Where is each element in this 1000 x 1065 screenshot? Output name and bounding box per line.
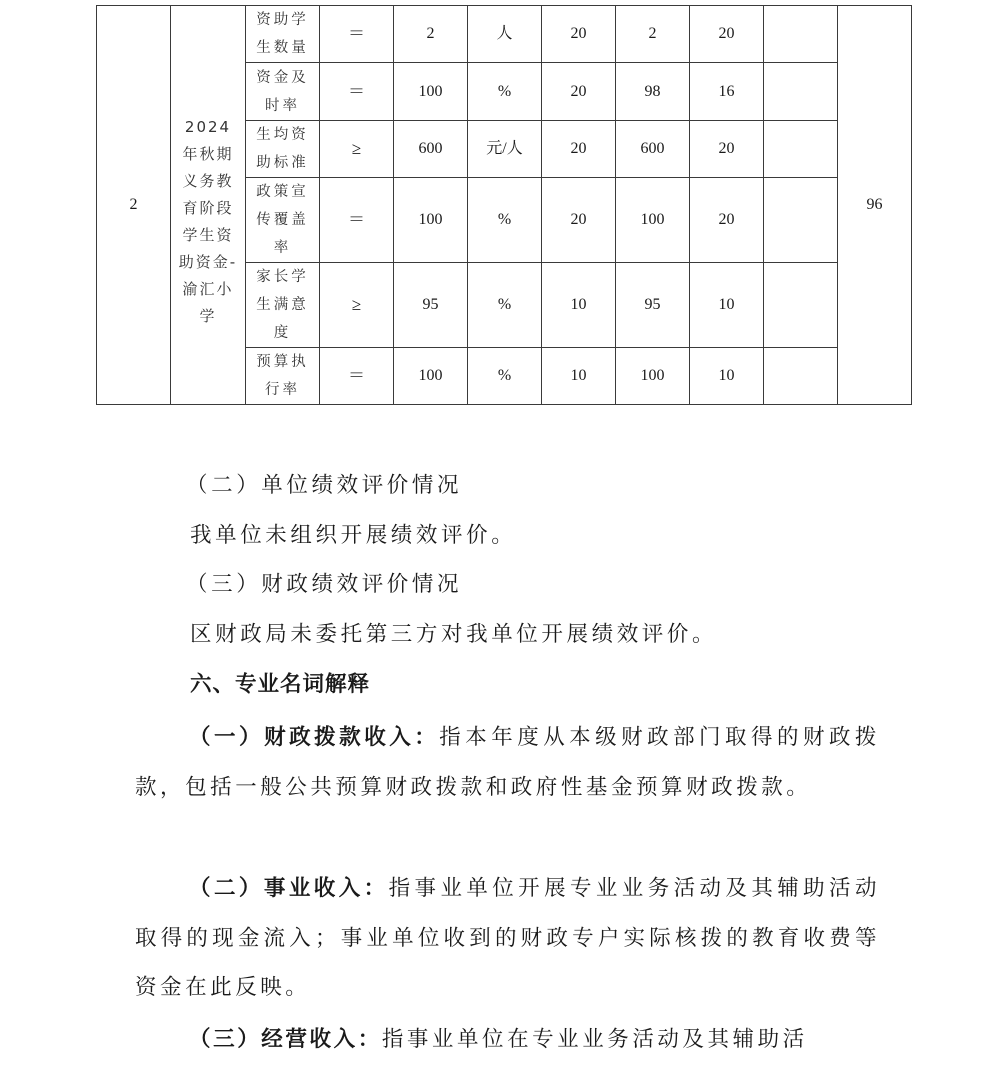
- performance-table: [96, 5, 912, 405]
- target-cell: 100: [394, 178, 468, 263]
- score-cell: 16: [690, 63, 764, 121]
- unit-cell: 人: [468, 6, 542, 63]
- row-number-cell: 2: [97, 6, 171, 405]
- glossary-item: [135, 713, 880, 812]
- glossary-term: （一）财政拨款收入：: [189, 725, 440, 750]
- score-cell: 20: [690, 178, 764, 263]
- table-row: [97, 6, 912, 63]
- operator-cell: ＝: [320, 63, 394, 121]
- glossary-heading: 六、专业名词解释: [190, 672, 371, 697]
- actual-cell: 600: [616, 121, 690, 178]
- glossary-term: （三）经营收入：: [189, 1027, 382, 1052]
- actual-cell: 95: [616, 263, 690, 348]
- glossary-item: [135, 1015, 880, 1065]
- indicator-cell: 家长学生满意度: [246, 263, 320, 348]
- target-cell: 600: [394, 121, 468, 178]
- unit-cell: %: [468, 63, 542, 121]
- score-cell: 10: [690, 348, 764, 405]
- weight-cell: 20: [542, 63, 616, 121]
- glossary-definition: 指事业单位在专业业务活动及其辅助活: [381, 1027, 808, 1052]
- operator-cell: ≥: [320, 263, 394, 348]
- unit-cell: %: [468, 178, 542, 263]
- total-score-cell: 96: [838, 6, 912, 405]
- operator-cell: ＝: [320, 348, 394, 405]
- actual-cell: 100: [616, 348, 690, 405]
- unit-cell: 元/人: [468, 121, 542, 178]
- finance-eval-text: 区财政局未委托第三方对我单位开展绩效评价。: [190, 622, 718, 647]
- actual-cell: 100: [616, 178, 690, 263]
- operator-cell: ＝: [320, 6, 394, 63]
- unit-eval-heading: （二）单位绩效评价情况: [186, 473, 463, 498]
- actual-cell: 98: [616, 63, 690, 121]
- weight-cell: 10: [542, 348, 616, 405]
- score-cell: 20: [690, 121, 764, 178]
- remark-cell: [764, 63, 838, 121]
- indicator-cell: 预算执行率: [246, 348, 320, 405]
- weight-cell: 10: [542, 263, 616, 348]
- indicator-cell: 政策宣传覆盖率: [246, 178, 320, 263]
- unit-eval-text: 我单位未组织开展绩效评价。: [190, 523, 517, 548]
- unit-cell: %: [468, 263, 542, 348]
- glossary-term: （二）事业收入：: [189, 876, 389, 901]
- score-cell: 20: [690, 6, 764, 63]
- remark-cell: [764, 263, 838, 348]
- glossary-definition: 指本年度从本级财政部门取得的财政拨款，包括一般公共预算财政拨款和政府性基金预算财政拨款。: [135, 725, 880, 800]
- operator-cell: ≥: [320, 121, 394, 178]
- unit-cell: %: [468, 348, 542, 405]
- remark-cell: [764, 178, 838, 263]
- indicator-cell: 生均资助标准: [246, 121, 320, 178]
- project-name-cell: 2024 年秋期义务教育阶段学生资助资金-渝汇小学: [171, 6, 246, 405]
- indicator-cell: 资金及时率: [246, 63, 320, 121]
- target-cell: 100: [394, 63, 468, 121]
- target-cell: 95: [394, 263, 468, 348]
- remark-cell: [764, 121, 838, 178]
- target-cell: 2: [394, 6, 468, 63]
- actual-cell: 2: [616, 6, 690, 63]
- indicator-cell: 资助学生数量: [246, 6, 320, 63]
- finance-eval-heading: （三）财政绩效评价情况: [186, 572, 463, 597]
- target-cell: 100: [394, 348, 468, 405]
- glossary-definition: 指事业单位开展专业业务活动及其辅助活动取得的现金流入；事业单位收到的财政专户实际核拨的教育收费等资金在此反映。: [135, 876, 881, 1000]
- remark-cell: [764, 348, 838, 405]
- operator-cell: ＝: [320, 178, 394, 263]
- score-cell: 10: [690, 263, 764, 348]
- weight-cell: 20: [542, 6, 616, 63]
- weight-cell: 20: [542, 121, 616, 178]
- glossary-item: [135, 864, 880, 1013]
- remark-cell: [764, 6, 838, 63]
- weight-cell: 20: [542, 178, 616, 263]
